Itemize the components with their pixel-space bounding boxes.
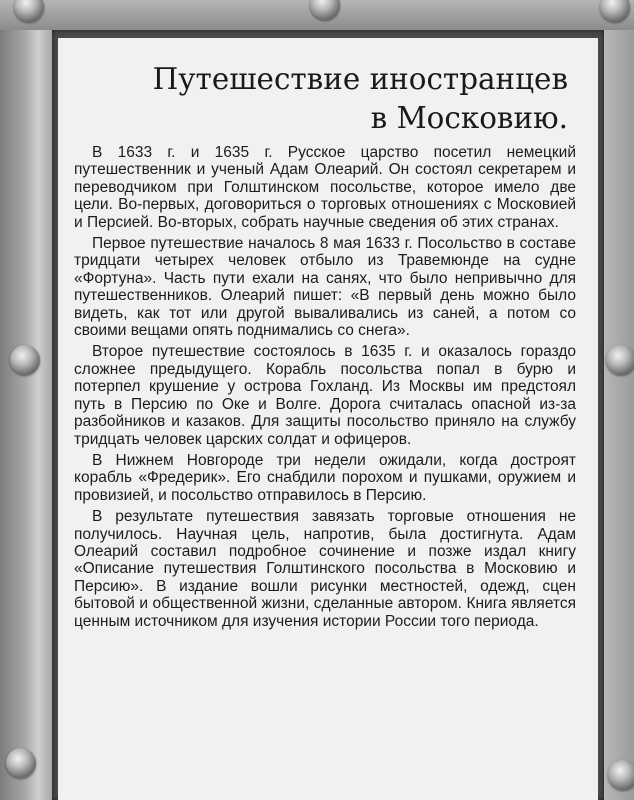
info-sheet	[58, 38, 598, 800]
title-line-2: в Московию.	[370, 101, 568, 136]
article-body	[74, 144, 576, 634]
title-line-1: Путешествие иностранцев	[152, 62, 568, 97]
paragraph-1: В 1633 г. и 1635 г. Русское царство посетил немецкий путешественник и ученый Адам Олеарий. Он состоял секретарем и переводчиком при Голштинском посольстве, которое имело две цели. Во-первых, договориться о торговых отношениях с Московией и Персией. Во-вторых, собрать научные сведения об этих странах.	[74, 144, 576, 231]
paragraph-3: Второе путешествие состоялось в 1635 г. и оказалось гораздо сложнее предыдущего. Корабль посольства попал в бурю и потерпел крушение у острова Гохланд. Из Москвы им предстоял путь в Персию по Оке и Волге. Дорога считалась опасной из-за разбойников и казаков. Для защиты посольство приняло на службу тридцать человек царских солдат и офицеров.	[74, 343, 576, 448]
rivet-middle-left	[10, 345, 40, 375]
paragraph-2: Первое путешествие началось 8 мая 1633 г. Посольство в составе тридцати четырех человек отбыло из Травемюнде на судне «Фортуна». Часть пути ехали на санях, что было непривычно для путешественников. Олеарий пишет: «В первый день можно было видеть, как тот или другой вываливались из саней, а потом со своими вещами опять поднимались со снега».	[74, 235, 576, 340]
paragraph-5: В результате путешествия завязать торговые отношения не получилось. Научная цель, напротив, была достигнута. Адам Олеарий составил подробное сочинение и позже издал книгу «Описание путешествия Голштинского посольства в Московию и Персию». В издание вошли рисунки местностей, одежд, сцен бытовой и общественной жизни, сделанные автором. Книга является ценным источником для изучения истории России того периода.	[74, 508, 576, 630]
rivet-middle-right	[606, 345, 634, 375]
rivet-bottom-right	[608, 760, 634, 790]
rivet-bottom-left	[6, 748, 36, 778]
paragraph-4: В Нижнем Новгороде три недели ожидали, когда достроят корабль «Фредерик». Его снабдили порохом и пушками, оружием и провизией, и посольство отправилось в Персию.	[74, 451, 576, 504]
page-title	[88, 60, 568, 138]
